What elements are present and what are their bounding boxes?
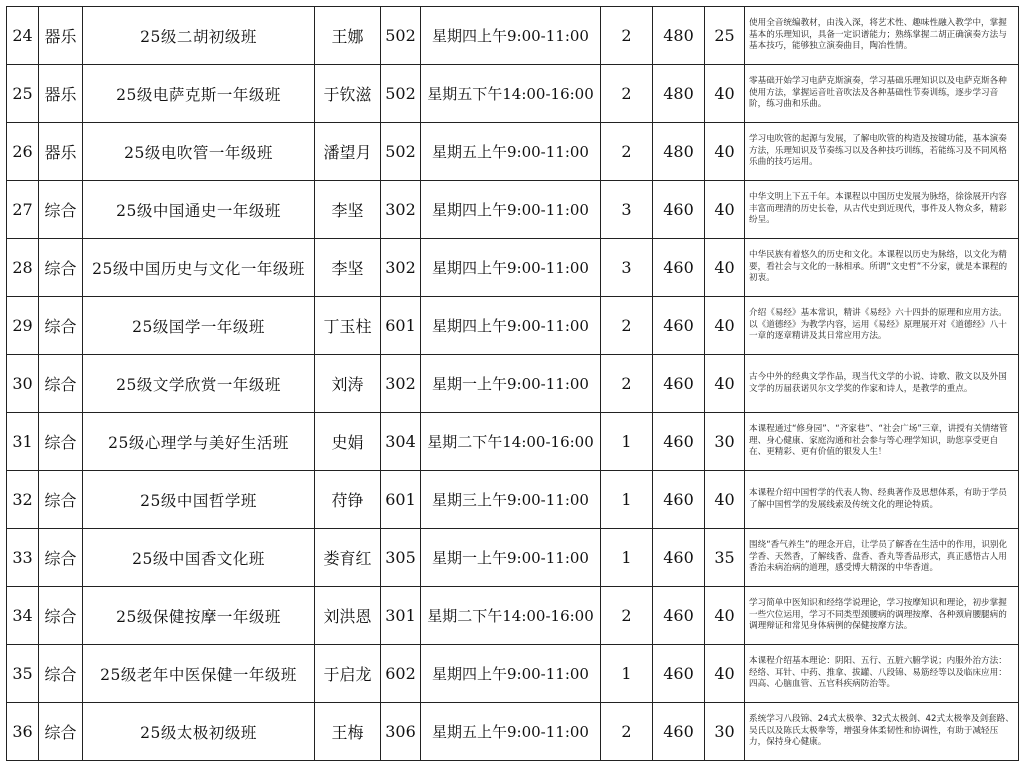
course-name-cell: 25级中国历史与文化一年级班 — [83, 239, 315, 297]
table-row — [7, 123, 1019, 181]
credits-cell: 1 — [601, 471, 653, 529]
row-number: 36 — [7, 703, 39, 761]
category-cell: 综合 — [39, 181, 83, 239]
schedule-time-cell: 星期一上午9:00-11:00 — [421, 355, 601, 413]
course-rows — [7, 7, 1019, 761]
fee-cell: 460 — [653, 297, 705, 355]
course-name-cell: 25级电萨克斯一年级班 — [83, 65, 315, 123]
credits-cell: 2 — [601, 123, 653, 181]
category-cell: 综合 — [39, 297, 83, 355]
row-number: 30 — [7, 355, 39, 413]
teacher-cell: 丁玉柱 — [315, 297, 381, 355]
schedule-time-cell: 星期三上午9:00-11:00 — [421, 471, 601, 529]
fee-cell: 480 — [653, 7, 705, 65]
row-number: 24 — [7, 7, 39, 65]
fee-cell: 460 — [653, 703, 705, 761]
credits-cell: 2 — [601, 355, 653, 413]
fee-cell: 460 — [653, 413, 705, 471]
capacity-cell: 30 — [705, 413, 745, 471]
category-cell: 综合 — [39, 355, 83, 413]
capacity-cell: 30 — [705, 703, 745, 761]
capacity-cell: 40 — [705, 181, 745, 239]
row-number: 32 — [7, 471, 39, 529]
course-name-cell: 25级心理学与美好生活班 — [83, 413, 315, 471]
category-cell: 综合 — [39, 413, 83, 471]
fee-cell: 460 — [653, 239, 705, 297]
credits-cell: 2 — [601, 7, 653, 65]
description-cell: 中华民族有着悠久的历史和文化。本课程以历史为脉络，以文化为精要，看社会与文化的一脉相承。所谓“文史哲”不分家，就是本课程的初衷。 — [745, 239, 1019, 297]
category-cell: 综合 — [39, 239, 83, 297]
teacher-cell: 于钦滋 — [315, 65, 381, 123]
table-row — [7, 297, 1019, 355]
description-cell: 本课程通过“修身园”、“齐家巷”、“社会广场”三章，讲授有关情绪管理、身心健康、家庭沟通和社会参与等心理学知识，助您享受更自在、更精彩、更有价值的银发人生！ — [745, 413, 1019, 471]
table-row — [7, 7, 1019, 65]
description-cell: 使用全音统编教材，由浅入深，将艺术性、趣味性融入教学中，掌握基本的乐理知识，具备一定识谱能力；熟练掌握二胡正确演奏方法与基本技巧，能够独立演奏曲目，陶冶性情。 — [745, 7, 1019, 65]
room-cell: 301 — [381, 587, 421, 645]
category-cell: 综合 — [39, 645, 83, 703]
credits-cell: 2 — [601, 297, 653, 355]
course-name-cell: 25级中国哲学班 — [83, 471, 315, 529]
teacher-cell: 李坚 — [315, 239, 381, 297]
row-number: 35 — [7, 645, 39, 703]
schedule-time-cell: 星期二下午14:00-16:00 — [421, 587, 601, 645]
room-cell: 502 — [381, 7, 421, 65]
credits-cell: 3 — [601, 181, 653, 239]
table-row — [7, 529, 1019, 587]
description-cell: 零基础开始学习电萨克斯演奏，学习基础乐理知识以及电萨克斯各种使用方法，掌握运音吐音吹法及各种基础性节奏训练，逐步学习音阶，练习曲和乐曲。 — [745, 65, 1019, 123]
room-cell: 306 — [381, 703, 421, 761]
course-schedule — [6, 6, 1019, 761]
row-number: 31 — [7, 413, 39, 471]
table-row — [7, 65, 1019, 123]
row-number: 27 — [7, 181, 39, 239]
course-table — [6, 6, 1019, 761]
schedule-time-cell: 星期四上午9:00-11:00 — [421, 7, 601, 65]
room-cell: 601 — [381, 471, 421, 529]
room-cell: 304 — [381, 413, 421, 471]
table-row — [7, 413, 1019, 471]
description-cell: 古今中外的经典文学作品，现当代文学的小说、诗歌、散文以及外国文学的历届获诺贝尔文学奖的作家和诗人，是教学的重点。 — [745, 355, 1019, 413]
description-cell: 本课程介绍基本理论：阴阳、五行、五脏六腑学说；内服外治方法：经络、耳针、中药、推拿、拔罐、八段锦、易筋经等以及临床应用：四高、心脑血管、五官科疾病防治等。 — [745, 645, 1019, 703]
room-cell: 601 — [381, 297, 421, 355]
schedule-time-cell: 星期五上午9:00-11:00 — [421, 703, 601, 761]
table-row — [7, 355, 1019, 413]
course-name-cell: 25级保健按摩一年级班 — [83, 587, 315, 645]
credits-cell: 2 — [601, 65, 653, 123]
capacity-cell: 35 — [705, 529, 745, 587]
category-cell: 器乐 — [39, 123, 83, 181]
room-cell: 305 — [381, 529, 421, 587]
schedule-time-cell: 星期一上午9:00-11:00 — [421, 529, 601, 587]
description-cell: 中华文明上下五千年。本课程以中国历史发展为脉络，徐徐展开内容丰富而理清的历史长卷，从古代史到近现代，事件及人物众多，精彩纷呈。 — [745, 181, 1019, 239]
category-cell: 综合 — [39, 703, 83, 761]
fee-cell: 480 — [653, 123, 705, 181]
fee-cell: 460 — [653, 587, 705, 645]
capacity-cell: 40 — [705, 645, 745, 703]
table-row — [7, 703, 1019, 761]
fee-cell: 460 — [653, 355, 705, 413]
capacity-cell: 40 — [705, 65, 745, 123]
course-name-cell: 25级太极初级班 — [83, 703, 315, 761]
teacher-cell: 刘洪恩 — [315, 587, 381, 645]
course-name-cell: 25级国学一年级班 — [83, 297, 315, 355]
course-name-cell: 25级中国通史一年级班 — [83, 181, 315, 239]
room-cell: 302 — [381, 181, 421, 239]
teacher-cell: 王梅 — [315, 703, 381, 761]
course-name-cell: 25级电吹管一年级班 — [83, 123, 315, 181]
capacity-cell: 40 — [705, 239, 745, 297]
schedule-time-cell: 星期四上午9:00-11:00 — [421, 297, 601, 355]
fee-cell: 480 — [653, 65, 705, 123]
capacity-cell: 40 — [705, 123, 745, 181]
course-name-cell: 25级二胡初级班 — [83, 7, 315, 65]
category-cell: 综合 — [39, 529, 83, 587]
teacher-cell: 李坚 — [315, 181, 381, 239]
row-number: 28 — [7, 239, 39, 297]
teacher-cell: 潘望月 — [315, 123, 381, 181]
schedule-time-cell: 星期五下午14:00-16:00 — [421, 65, 601, 123]
schedule-time-cell: 星期四上午9:00-11:00 — [421, 181, 601, 239]
credits-cell: 1 — [601, 529, 653, 587]
teacher-cell: 苻铮 — [315, 471, 381, 529]
row-number: 29 — [7, 297, 39, 355]
row-number: 25 — [7, 65, 39, 123]
table-row — [7, 471, 1019, 529]
room-cell: 602 — [381, 645, 421, 703]
teacher-cell: 史娟 — [315, 413, 381, 471]
schedule-time-cell: 星期五上午9:00-11:00 — [421, 123, 601, 181]
schedule-time-cell: 星期四上午9:00-11:00 — [421, 645, 601, 703]
capacity-cell: 40 — [705, 471, 745, 529]
table-row — [7, 181, 1019, 239]
schedule-time-cell: 星期二下午14:00-16:00 — [421, 413, 601, 471]
fee-cell: 460 — [653, 645, 705, 703]
description-cell: 介绍《易经》基本常识，精讲《易经》六十四卦的原理和应用方法。以《道德经》为教学内容，运用《易经》原理展开对《道德经》八十一章的逐章精讲及其日常应用方法。 — [745, 297, 1019, 355]
category-cell: 综合 — [39, 471, 83, 529]
description-cell: 学习简单中医知识和经络学说理论，学习按摩知识和理论，初步掌握一些穴位运用，学习不同类型颈腰病的调理按摩、各种颈肩腰腿病的调理辩证和常见身体病例的保健按摩方法。 — [745, 587, 1019, 645]
row-number: 34 — [7, 587, 39, 645]
schedule-time-cell: 星期四上午9:00-11:00 — [421, 239, 601, 297]
table-row — [7, 239, 1019, 297]
credits-cell: 2 — [601, 587, 653, 645]
category-cell: 器乐 — [39, 7, 83, 65]
description-cell: 围绕“香气养生”的理念开启，让学员了解香在生活中的作用，识别化学香、天然香，了解线香、盘香、香丸等香品形式，真正感悟古人用香治未病治病的道理，感受博大精深的中华香道。 — [745, 529, 1019, 587]
credits-cell: 1 — [601, 645, 653, 703]
credits-cell: 2 — [601, 703, 653, 761]
teacher-cell: 娄育红 — [315, 529, 381, 587]
description-cell: 学习电吹管的起源与发展，了解电吹管的构造及按键功能，基本演奏方法，乐理知识及节奏练习以及各种技巧训练，若能练习及不同风格乐曲的技巧运用。 — [745, 123, 1019, 181]
room-cell: 302 — [381, 355, 421, 413]
capacity-cell: 40 — [705, 587, 745, 645]
fee-cell: 460 — [653, 471, 705, 529]
credits-cell: 3 — [601, 239, 653, 297]
fee-cell: 460 — [653, 529, 705, 587]
row-number: 33 — [7, 529, 39, 587]
room-cell: 502 — [381, 65, 421, 123]
teacher-cell: 于启龙 — [315, 645, 381, 703]
capacity-cell: 40 — [705, 355, 745, 413]
credits-cell: 1 — [601, 413, 653, 471]
room-cell: 502 — [381, 123, 421, 181]
row-number: 26 — [7, 123, 39, 181]
teacher-cell: 刘涛 — [315, 355, 381, 413]
capacity-cell: 40 — [705, 297, 745, 355]
description-cell: 系统学习八段锦、24式太极拳、32式太极剑、42式太极拳及剑套路、吴氏以及陈氏太极拳等，增强身体柔韧性和协调性，有助于减轻压力，保持身心健康。 — [745, 703, 1019, 761]
course-name-cell: 25级中国香文化班 — [83, 529, 315, 587]
course-name-cell: 25级老年中医保健一年级班 — [83, 645, 315, 703]
table-row — [7, 587, 1019, 645]
room-cell: 302 — [381, 239, 421, 297]
course-name-cell: 25级文学欣赏一年级班 — [83, 355, 315, 413]
description-cell: 本课程介绍中国哲学的代表人物、经典著作及思想体系，有助于学员了解中国哲学的发展线索及传统文化的理论特质。 — [745, 471, 1019, 529]
teacher-cell: 王娜 — [315, 7, 381, 65]
category-cell: 综合 — [39, 587, 83, 645]
table-row — [7, 645, 1019, 703]
fee-cell: 460 — [653, 181, 705, 239]
category-cell: 器乐 — [39, 65, 83, 123]
capacity-cell: 25 — [705, 7, 745, 65]
